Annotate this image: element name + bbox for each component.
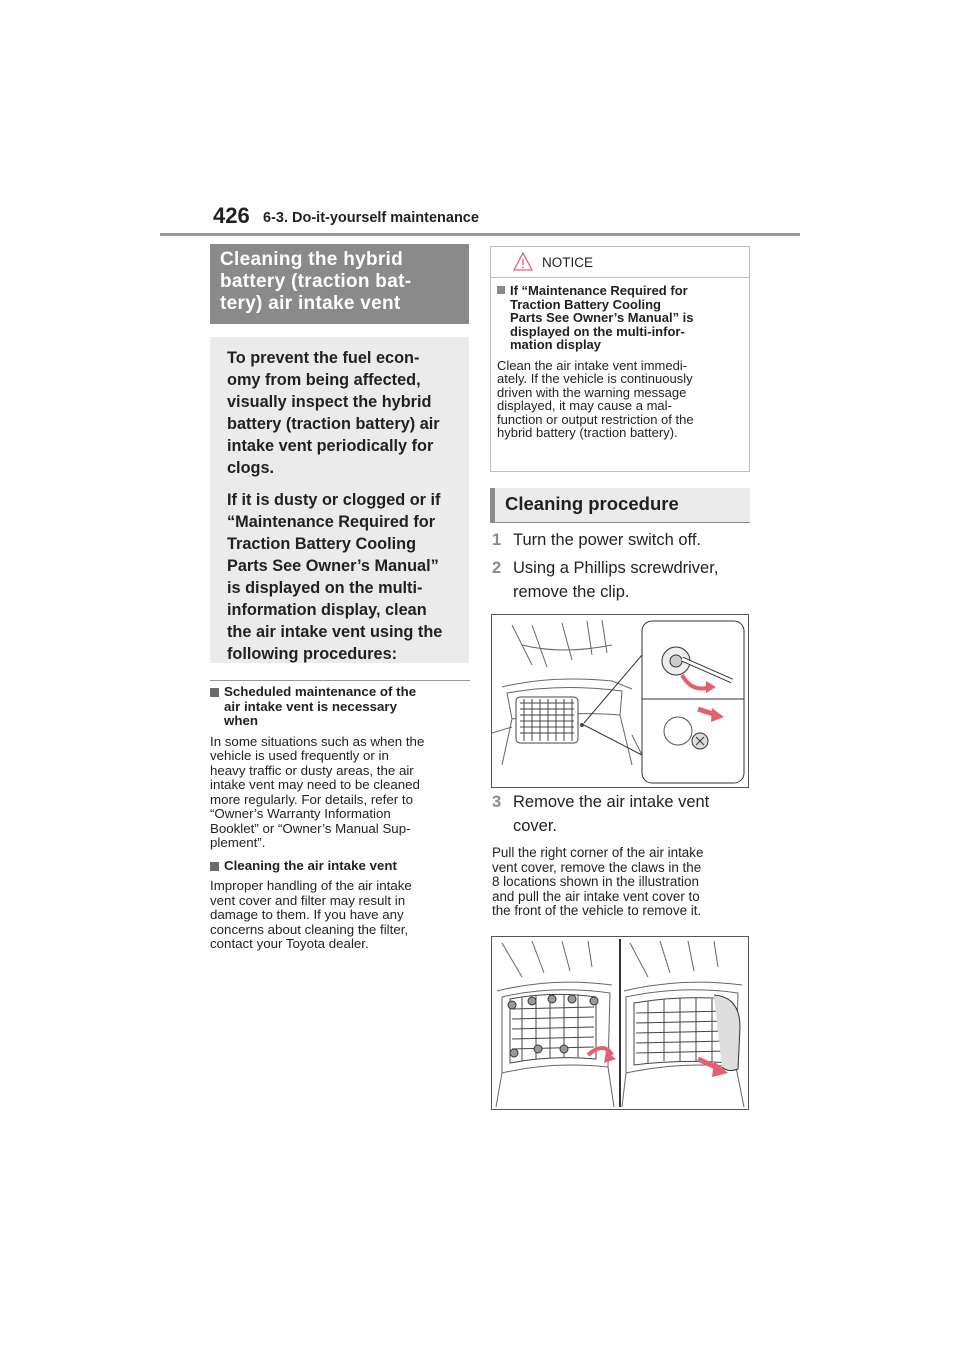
body-line: In some situations such as when the <box>210 733 425 749</box>
intro-line: following procedures: <box>227 645 398 663</box>
scheduled-maintenance-text <box>210 735 470 851</box>
intro-box <box>210 337 469 663</box>
step-text: Remove the air intake vent <box>513 793 710 811</box>
intro-line: battery (traction battery) air <box>227 415 440 433</box>
notice-label: NOTICE <box>542 255 594 270</box>
note-line: 8 locations shown in the illustration <box>492 874 699 890</box>
square-bullet-icon <box>210 688 219 697</box>
step-text: Turn the power switch off. <box>513 531 702 549</box>
step-number: 1 <box>492 531 502 549</box>
note-line: the front of the vehicle to remove it. <box>492 903 702 919</box>
intro-paragraph-1 <box>227 347 457 479</box>
heading-line: Scheduled maintenance of the <box>224 684 417 699</box>
section-title: 6-3. Do-it-yourself maintenance <box>263 210 479 226</box>
heading-line: air intake vent is necessary <box>224 698 397 714</box>
warning-triangle-icon <box>513 252 533 271</box>
notice-box <box>490 246 750 472</box>
step-number: 2 <box>492 559 502 577</box>
topic-title-box <box>210 244 469 324</box>
body-line: heavy traffic or dusty areas, the air <box>210 762 414 778</box>
heading-line: Cleaning the air intake vent <box>224 857 397 873</box>
intro-line: To prevent the fuel econ- <box>227 349 420 367</box>
step-text: cover. <box>513 817 558 835</box>
heading-line: when <box>224 713 258 728</box>
step-1 <box>492 528 742 552</box>
note-line: and pull the air intake vent cover to <box>492 888 700 904</box>
clip-removal-illustration <box>491 614 749 788</box>
intro-line: visually inspect the hybrid <box>227 393 432 411</box>
topic-title-line: Cleaning the hybrid <box>220 249 404 270</box>
step-3 <box>492 790 742 838</box>
intro-line: information display, clean <box>227 601 427 619</box>
intro-line: Parts See Owner’s Manual” <box>227 557 439 575</box>
body-line: vent cover and filter may result in <box>210 892 406 908</box>
notice-line: function or output restriction of the <box>497 411 694 427</box>
left-info-column <box>210 680 470 960</box>
procedure-heading: Cleaning procedure <box>490 488 750 523</box>
notice-heading-line: mation display <box>510 337 602 352</box>
intro-paragraph-2 <box>227 489 457 665</box>
step-text: Using a Phillips screwdriver, <box>513 559 719 577</box>
cleaning-vent-text <box>210 879 470 952</box>
notice-line: Clean the air intake vent immedi- <box>497 357 688 373</box>
intro-line: omy from being affected, <box>227 371 421 389</box>
body-line: contact your Toyota dealer. <box>210 936 369 951</box>
square-bullet-icon <box>497 286 505 294</box>
body-line: Improper handling of the air intake <box>210 878 412 893</box>
cover-removal-illustration <box>491 936 749 1110</box>
notice-heading-line: displayed on the multi-infor- <box>510 323 685 339</box>
notice-heading-line: If “Maintenance Required for <box>510 283 688 298</box>
step-number: 3 <box>492 793 502 811</box>
notice-line: driven with the warning message <box>497 384 687 400</box>
body-line: intake vent may need to be cleaned <box>210 777 420 792</box>
body-line: plement”. <box>210 835 266 850</box>
notice-heading <box>497 284 743 352</box>
notice-heading-line: Traction Battery Cooling <box>510 296 661 312</box>
notice-body <box>491 278 749 440</box>
body-line: “Owner’s Warranty Information <box>210 806 391 821</box>
notice-line: displayed, it may cause a mal- <box>497 398 672 413</box>
step-3-note <box>492 846 750 919</box>
body-line: more regularly. For details, refer to <box>210 791 413 807</box>
intro-line: Traction Battery Cooling <box>227 535 417 553</box>
note-line: vent cover, remove the claws in the <box>492 859 702 875</box>
topic-title-line: tery) air intake vent <box>220 293 401 314</box>
scheduled-maintenance-heading <box>210 685 470 729</box>
intro-line: If it is dusty or clogged or if <box>227 491 441 509</box>
intro-line: the air intake vent using the <box>227 623 443 641</box>
notice-line: hybrid battery (traction battery). <box>497 425 678 440</box>
intro-line: is displayed on the multi- <box>227 579 423 597</box>
notice-text <box>497 359 743 440</box>
header-rule <box>160 233 800 236</box>
clip-removal-drawing <box>492 615 748 787</box>
cover-removal-drawing <box>492 937 748 1109</box>
body-line: vehicle is used frequently or in <box>210 748 389 763</box>
body-line: Booklet” or “Owner’s Manual Sup- <box>210 820 411 836</box>
intro-line: intake vent periodically for <box>227 437 434 455</box>
notice-header <box>491 247 749 278</box>
body-line: damage to them. If you have any <box>210 907 404 922</box>
notice-line: ately. If the vehicle is continuously <box>497 371 693 386</box>
step-text: remove the clip. <box>513 583 630 601</box>
topic-title-line: battery (traction bat- <box>220 271 412 292</box>
notice-heading-line: Parts See Owner’s Manual” is <box>510 310 694 325</box>
note-line: Pull the right corner of the air intake <box>492 845 704 860</box>
page-number: 426 <box>213 203 250 228</box>
intro-line: clogs. <box>227 459 275 477</box>
cleaning-vent-heading <box>210 859 470 874</box>
square-bullet-icon <box>210 862 219 871</box>
step-2 <box>492 556 742 604</box>
body-line: concerns about cleaning the filter, <box>210 921 409 937</box>
intro-line: “Maintenance Required for <box>227 513 436 531</box>
